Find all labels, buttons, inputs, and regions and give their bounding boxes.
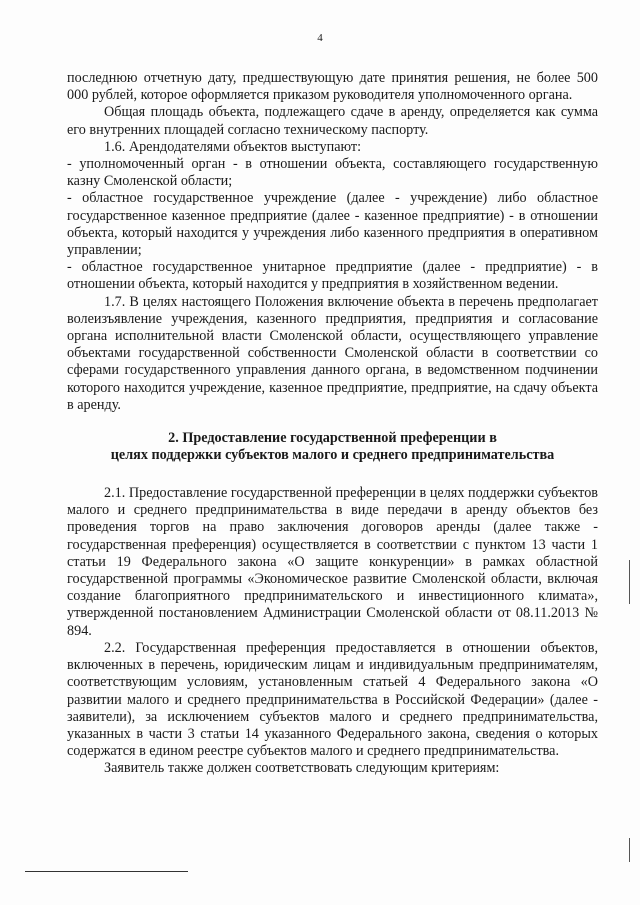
paragraph: 2.1. Предоставление государственной преференции в целях поддержки субъектов малого и среднего предпринимательства в виде передачи в аренду объектов без проведения торгов на право заключения договоров аренды (далее также - государственная преференция) осуществляется в соответствии с пунктом 13 части 1 статьи 19 Федерального закона «О защите конкуренции» в рамках областной государственной программы «Экономическое развитие Смоленской области, включая создание благоприятного предпринимательского и инвестиционного климата», утвержденной постановлением Администрации Смоленской области от 08.11.2013 № 894.: [67, 485, 598, 639]
list-item: - уполномоченный орган - в отношении объекта, составляющего государственную казну Смоленской области;: [67, 156, 598, 190]
paragraph: 1.6. Арендодателями объектов выступают:: [104, 138, 362, 155]
list-item: - областное государственное учреждение (далее - учреждение) либо областное государственное казенное предприятие (далее - казенное предприятие) - в отношении объекта, который находится у учреждения либо казенного предприятия в оперативном управлении;: [67, 190, 598, 259]
paragraph: последнюю отчетную дату, предшествующую дате принятия решения, не более 500 000 рублей, которое оформляется приказом руководителя уполномоченного органа.: [67, 70, 598, 104]
page-number: 4: [317, 32, 323, 44]
scan-artifact-line: [629, 838, 630, 862]
paragraph: 2.2. Государственная преференция предоставляется в отношении объектов, включенных в перечень, юридическим лицам и индивидуальным предпринимателям, соответствующим условиям, установленным статьей 4 Федерального закона «О развитии малого и среднего предпринимательства в Российской Федерации» (далее - заявители), за исключением субъектов малого и среднего предпринимательства, указанных в части 3 статьи 14 указанного Федерального закона, сведения о которых содержатся в едином реестре субъектов малого и среднего предпринимательства.: [67, 639, 598, 760]
footnote-rule: [25, 871, 188, 872]
section-2-heading: [67, 430, 598, 464]
heading-line: целях поддержки субъектов малого и среднего предпринимательства: [110, 447, 555, 464]
paragraph: 1.7. В целях настоящего Положения включение объекта в перечень предполагает волеизъявление учреждения, казенного предприятия, предприятия и согласование органа исполнительной власти Смоленской области, осуществляющего управление объектами государственной собственности Смоленской области в соответствии со сферами государственного управления данного органа, в ведомственном подчинении которого находится учреждение, казенное предприятие, предприятие, на сдачу объекта в аренду.: [67, 293, 598, 413]
paragraph: Общая площадь объекта, подлежащего сдаче в аренду, определяется как сумма его внутренних площадей согласно техническому паспорту.: [67, 104, 598, 138]
document-body: [67, 70, 598, 778]
section-1-continued: [67, 70, 598, 414]
heading-line: 2. Предоставление государственной преференции в: [168, 430, 497, 447]
section-2: [67, 485, 598, 777]
scan-artifact-line: [629, 560, 630, 604]
paragraph: Заявитель также должен соответствовать следующим критериям:: [104, 760, 500, 777]
list-item: - областное государственное унитарное предприятие (далее - предприятие) - в отношении объекта, который находится у предприятия в хозяйственном ведении.: [67, 259, 598, 293]
